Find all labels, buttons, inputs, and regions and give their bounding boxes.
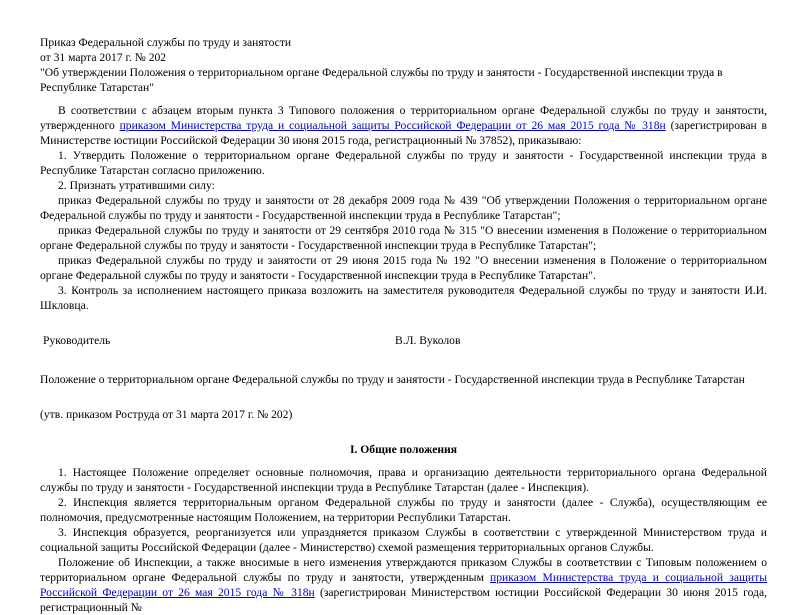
order-intro: В соответствии с абзацем вторым пункта 3 Типового положения о территориальном органе Федеральной службы по труду и занятости, утвержденного приказом Министерства труда и социальной защиты Российской Федерации от 26 мая 2015 года № 318н (зарегистрирован в Министерстве юстиции Российской Федерации 30 июня 2015 года, регистрационный № 37852), приказываю: xyxy=(40,104,767,147)
order-item-1: 1. Утвердить Положение о территориальном органе Федеральной службы по труду и занятости - Государственной инспекции труда в Республике Татарстан согласно приложению. xyxy=(40,149,767,177)
appendix-paragraph-3: 3. Инспекция образуется, реорганизуется или упраздняется приказом Службы в соответствии с утвержденной Министерством труда и социальной защиты Российской Федерации (далее - Министерство) схемой размещения территориальных органов Службы. xyxy=(40,526,767,554)
order-date-number: от 31 марта 2017 г. № 202 xyxy=(40,51,167,64)
order-item-2b: приказ Федеральной службы по труду и занятости от 29 сентября 2010 года № 315 "О внесении изменения в Положение о территориальном органе Федеральной службы по труду и занятости - Государственной инспекции труда в Республике Татарстан"; xyxy=(40,224,767,252)
typical-regulation-link[interactable]: приказом Министерства труда и социальной защиты Российской Федерации от 26 мая 2015 года № 318н xyxy=(40,571,767,599)
order-header xyxy=(40,35,767,95)
signature-position: Руководитель xyxy=(43,334,111,347)
order-body xyxy=(40,103,767,313)
order-item-2: 2. Признать утратившими силу: xyxy=(58,179,215,192)
appendix-title: Положение о территориальном органе Федеральной службы по труду и занятости - Государственной инспекции труда в Республике Татарстан xyxy=(40,373,745,386)
appendix-paragraph-4: Положение об Инспекции, а также вносимые в него изменения утверждаются приказом Службы в соответствии с Типовым положением о территориальном органе Федеральной службы по труду и занятости, утвержденным приказом Министерства труда и социальной защиты Российской Федерации от 26 мая 2015 года № 318н (зарегистрирован Министерством юстиции Российской Федерации 30 июня 2015 года, регистрационный № xyxy=(40,556,767,614)
section-heading: I. Общие положения xyxy=(349,443,457,456)
order-item-3: 3. Контроль за исполнением настоящего приказа возложить на заместителя руководителя Федеральной службы по труду и занятости И.И. Шкловца. xyxy=(40,284,767,312)
order-title: Приказ Федеральной службы по труду и занятости xyxy=(40,36,292,49)
signature-name: В.Л. Вуколов xyxy=(395,334,461,347)
ministry-order-link[interactable]: приказом Министерства труда и социальной защиты Российской Федерации от 26 мая 2015 года № 318н xyxy=(119,119,666,132)
signature-block xyxy=(40,333,767,348)
order-subject: "Об утверждении Положения о территориальном органе Федеральной службы по труду и занятости - Государственной инспекции труда в Республике Татарстан" xyxy=(40,66,723,94)
order-item-2c: приказ Федеральной службы по труду и занятости от 29 июня 2015 года № 192 "О внесении изменения в Положение о территориальном органе Федеральной службы по труду и занятости - Государственной инспекции труда в Республике Татарстан". xyxy=(40,254,767,282)
document-page xyxy=(40,35,767,615)
appendix-paragraph-2: 2. Инспекция является территориальным органом Федеральной службы по труду и занятости (далее - Служба), осуществляющим ее полномочия, предусмотренные настоящим Положением, на территории Республики Татарстан. xyxy=(40,496,767,524)
appendix-body xyxy=(40,465,767,615)
appendix-paragraph-1: 1. Настоящее Положение определяет основные полномочия, права и организацию деятельности территориального органа Федеральной службы по труду и занятости - Государственной инспекции труда в Республике Татарстан (далее - Инспекция). xyxy=(40,466,767,494)
appendix-approved: (утв. приказом Роструда от 31 марта 2017 г. № 202) xyxy=(40,408,293,421)
order-item-2a: приказ Федеральной службы по труду и занятости от 28 декабря 2009 года № 439 "Об утверждении Положения о территориальном органе Федеральной службы по труду и занятости - Государственной инспекции труда в Республике Татарстан"; xyxy=(40,194,767,222)
